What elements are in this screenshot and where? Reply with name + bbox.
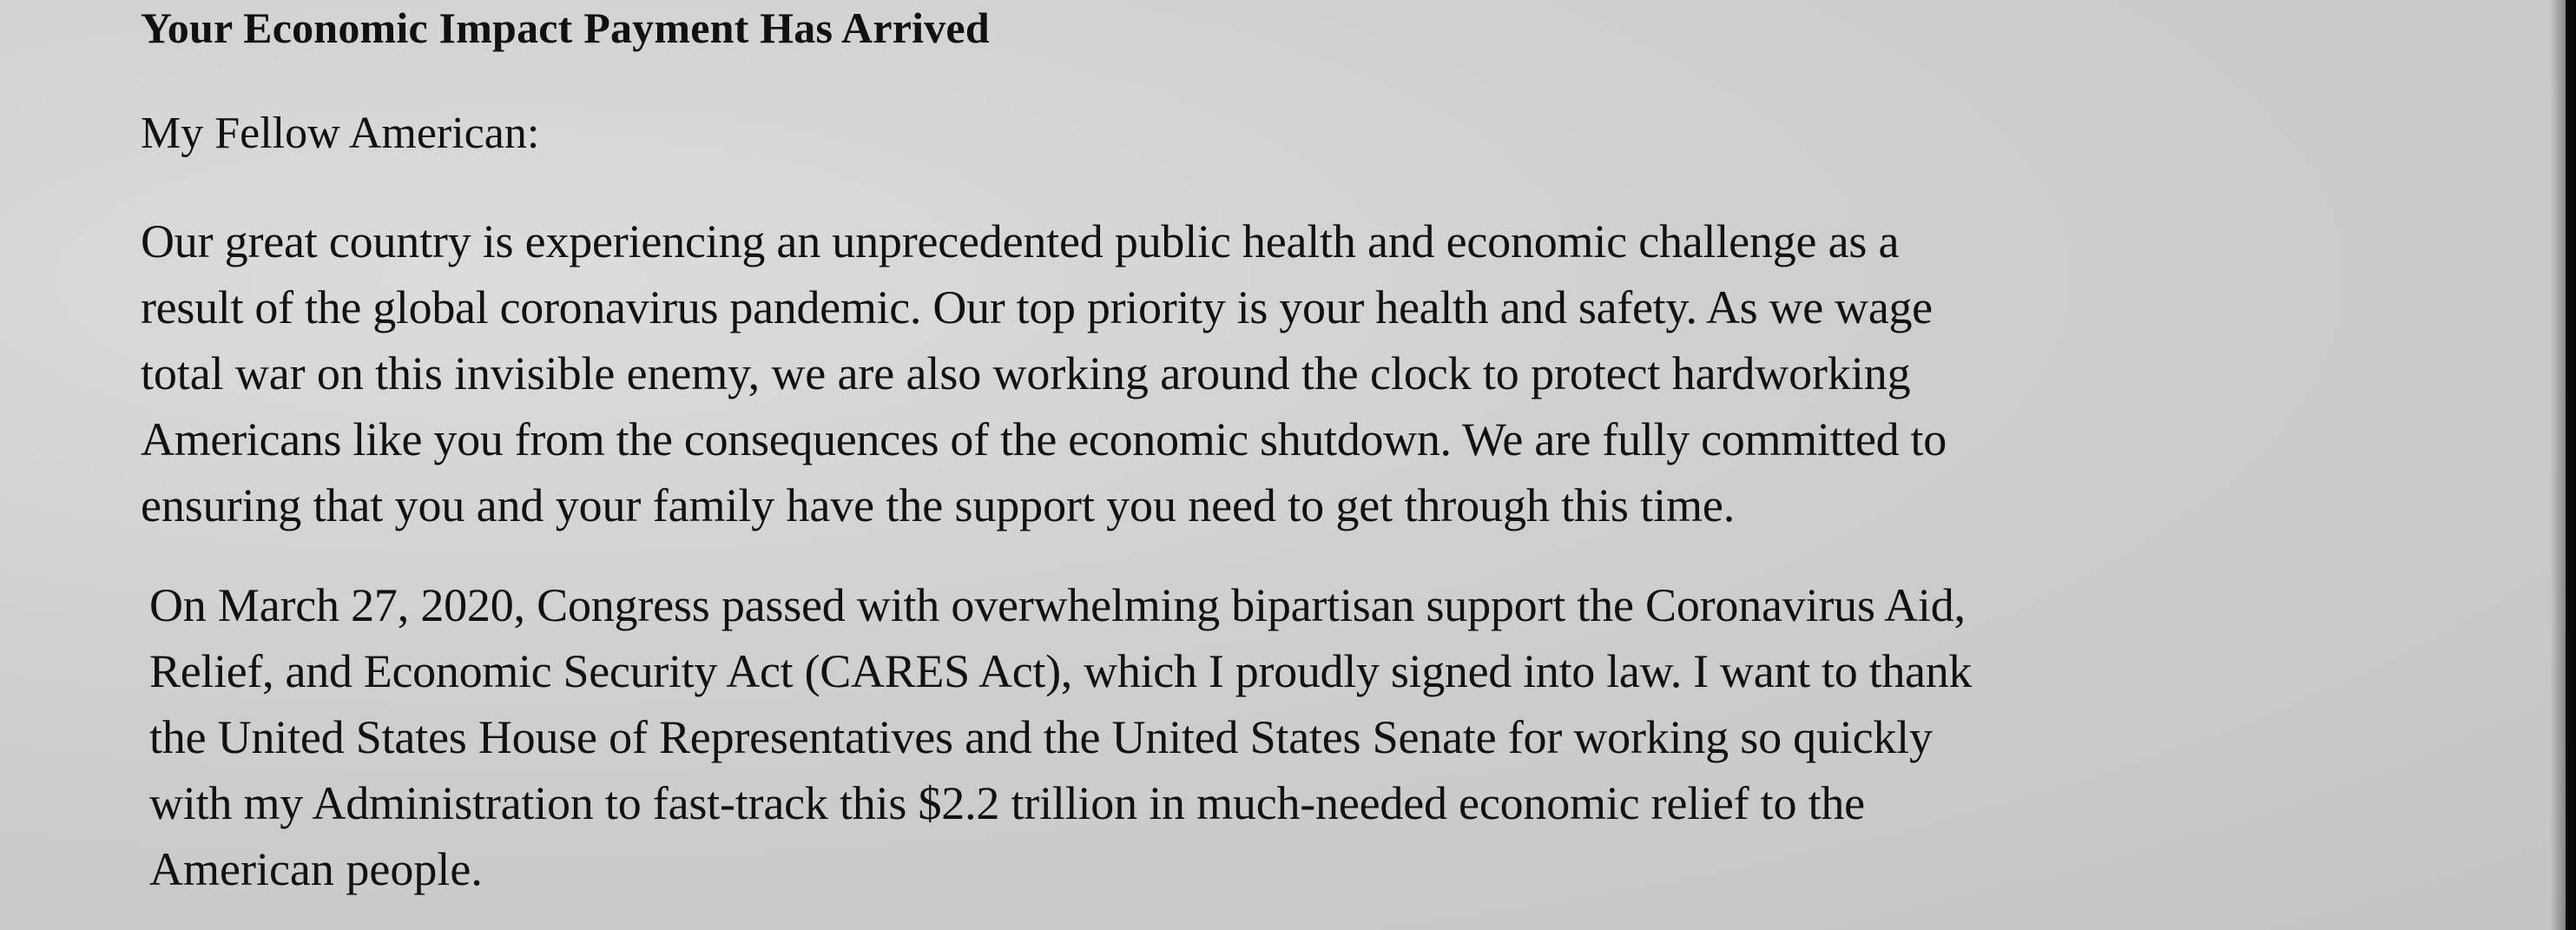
- page-edge-shadow: [2566, 0, 2576, 930]
- paragraph-line: Americans like you from the consequences of the economic shutdown. We are fully committed to: [141, 413, 1947, 465]
- paragraph-line: result of the global coronavirus pandemic. Our top priority is your health and safety. As we wage: [141, 281, 1933, 333]
- paragraph-line: total war on this invisible enemy, we are also working around the clock to protect hardworking: [141, 347, 1911, 399]
- paragraph-1: [141, 208, 1947, 538]
- paragraph-line: Relief, and Economic Security Act (CARES Act), which I proudly signed into law. I want to thank: [149, 645, 1973, 697]
- paragraph-line: American people.: [149, 843, 483, 895]
- paragraph-line: On March 27, 2020, Congress passed with overwhelming bipartisan support the Coronavirus Aid,: [149, 579, 1966, 631]
- paragraph-line: with my Administration to fast-track this $2.2 trillion in much-needed economic relief to the: [149, 777, 1865, 829]
- letter-salutation: My Fellow American:: [141, 109, 540, 158]
- paragraph-line: the United States House of Representatives and the United States Senate for working so quickly: [149, 711, 1933, 763]
- paragraph-line: ensuring that you and your family have the support you need to get through this time.: [141, 479, 1736, 531]
- paragraph-2: [149, 572, 1972, 902]
- letter-heading: Your Economic Impact Payment Has Arrived: [141, 3, 990, 52]
- paragraph-line: Our great country is experiencing an unprecedented public health and economic challenge as a: [141, 215, 1900, 267]
